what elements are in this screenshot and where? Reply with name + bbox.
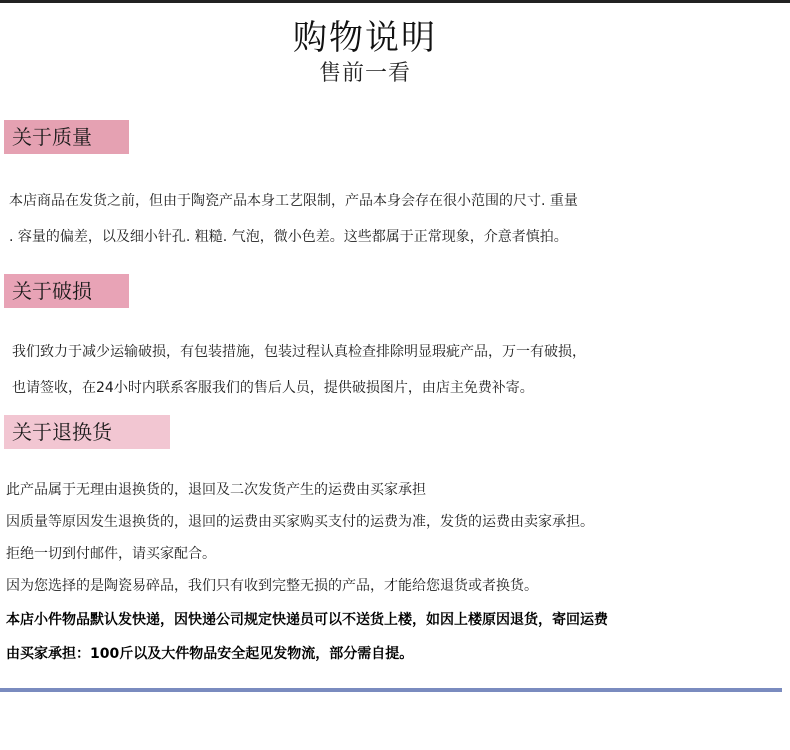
damage-line: 我们致力于减少运输破损，有包装措施，包装过程认真检查排除明显瑕疵产品，万一有破损， [12, 344, 586, 360]
quality-line: . 容量的偏差，以及细小针孔. 粗糙. 气泡，微小色差。这些都属于正常现象，介意者慎拍。 [9, 229, 568, 245]
returns-line: 因质量等原因发生退换货的，退回的运费由买家购买支付的运费为准，发货的运费由卖家承担。 [6, 514, 594, 530]
returns-line: 因为您选择的是陶瓷易碎品，我们只有收到完整无损的产品，才能给您退货或者换货。 [6, 578, 538, 594]
shipping-notice-line: 本店小件物品默认发快递，因快递公司规定快递员可以不送货上楼，如因上楼原因退货，寄回运费 [6, 612, 608, 628]
section-label-damage: 关于破损 [4, 274, 129, 308]
returns-paragraph [6, 474, 594, 602]
returns-line: 拒绝一切到付邮件，请买家配合。 [6, 546, 216, 562]
damage-paragraph [12, 334, 586, 406]
quality-line: 本店商品在发货之前，但由于陶瓷产品本身工艺限制，产品本身会存在很小范围的尺寸. 重量 [9, 193, 578, 209]
page-title: 购物说明 [293, 18, 437, 58]
damage-line: 也请签收，在24小时内联系客服我们的售后人员，提供破损图片，由店主免费补寄。 [12, 380, 534, 396]
top-divider [0, 0, 790, 3]
section-label-quality: 关于质量 [4, 120, 129, 154]
shipping-notice [6, 603, 608, 671]
page-subtitle: 售前一看 [318, 61, 411, 86]
shipping-notice-line: 由买家承担：100斤以及大件物品安全起见发物流，部分需自提。 [6, 646, 414, 662]
bottom-divider [0, 688, 782, 692]
quality-paragraph [9, 183, 578, 255]
returns-line: 此产品属于无理由退换货的，退回及二次发货产生的运费由买家承担 [6, 482, 426, 498]
section-label-returns: 关于退换货 [4, 415, 170, 449]
